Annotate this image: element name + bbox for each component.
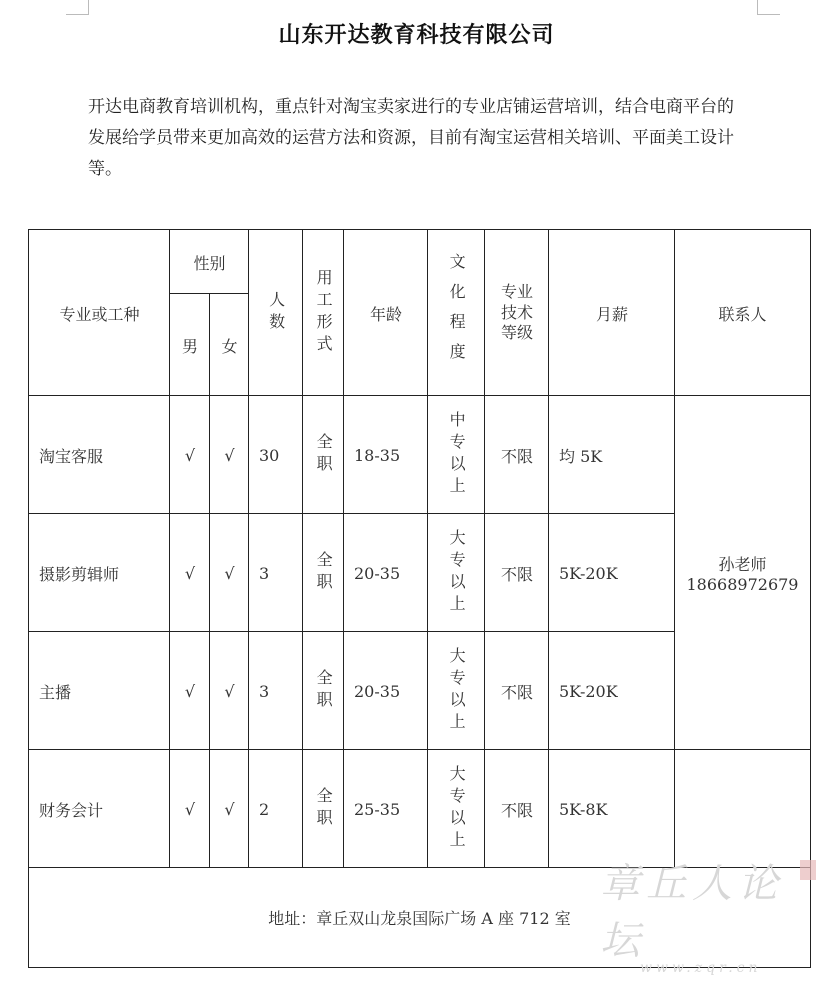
- contact-phone: 18668972679: [686, 575, 799, 594]
- row-age: 20-35: [343, 631, 429, 751]
- intro-paragraph: [88, 92, 778, 185]
- intro-line: 发展给学员带来更加高效的运营方法和资源，目前有淘宝运营相关培训、平面美工设计: [88, 128, 734, 148]
- row-female: √: [209, 631, 250, 751]
- watermark-text: 章丘人论坛: [600, 861, 784, 964]
- page-corner-mark-right: [757, 0, 780, 15]
- row-type: 全职: [314, 551, 334, 595]
- watermark-url: www.zqr.cn: [640, 960, 762, 976]
- row-female: √: [209, 395, 250, 515]
- document-title: 山东开达教育科技有限公司: [278, 23, 555, 48]
- row-type: 全职: [314, 787, 334, 831]
- row-male: √: [169, 395, 211, 515]
- row-salary: 5K-8K: [548, 749, 676, 869]
- seal-icon: [800, 860, 816, 880]
- contact-cell-empty: [674, 749, 811, 869]
- header-type: 用工形式: [314, 269, 334, 357]
- header-age: 年龄: [343, 229, 429, 397]
- row-job: 摄影剪辑师: [28, 513, 171, 633]
- header-salary: 月薪: [548, 229, 676, 397]
- row-female: √: [209, 749, 250, 869]
- row-count: 3: [248, 513, 304, 633]
- contact-name: 孙老师: [718, 555, 767, 574]
- row-job: 淘宝客服: [28, 395, 171, 515]
- contact-cell: [674, 395, 811, 751]
- row-female: √: [209, 513, 250, 633]
- row-salary: 均 5K: [548, 395, 676, 515]
- row-job: 主播: [28, 631, 171, 751]
- row-age: 25-35: [343, 749, 429, 869]
- row-male: √: [169, 749, 211, 869]
- row-male: √: [169, 513, 211, 633]
- header-count: 人数: [266, 291, 286, 335]
- header-male: 男: [169, 293, 211, 397]
- intro-line: 开达电商教育培训机构，重点针对淘宝卖家进行的专业店铺运营培训，结合电商平台的: [88, 97, 734, 117]
- intro-line: 等。: [88, 159, 122, 179]
- watermark: [600, 852, 820, 976]
- header-skill: 专业技术等级: [500, 281, 533, 343]
- header-contact: 联系人: [674, 229, 811, 397]
- row-salary: 5K-20K: [548, 631, 676, 751]
- row-education: 大专以上: [447, 647, 467, 735]
- row-count: 2: [248, 749, 304, 869]
- row-type: 全职: [314, 433, 334, 477]
- row-skill: 不限: [484, 513, 550, 633]
- row-type: 全职: [314, 669, 334, 713]
- address: 地址：章丘双山龙泉国际广场 A 座 712 室: [28, 867, 811, 968]
- row-education: 中专以上: [447, 411, 467, 499]
- row-age: 20-35: [343, 513, 429, 633]
- row-education: 大专以上: [447, 765, 467, 853]
- header-gender: 性别: [169, 229, 250, 295]
- row-count: 3: [248, 631, 304, 751]
- row-skill: 不限: [484, 395, 550, 515]
- header-female: 女: [209, 293, 250, 397]
- page-corner-mark-left: [66, 0, 89, 15]
- row-education: 大专以上: [447, 529, 467, 617]
- header-education: 文化程度: [447, 253, 467, 373]
- header-job: 专业或工种: [28, 229, 171, 397]
- row-salary: 5K-20K: [548, 513, 676, 633]
- row-count: 30: [248, 395, 304, 515]
- row-age: 18-35: [343, 395, 429, 515]
- row-job: 财务会计: [28, 749, 171, 869]
- row-skill: 不限: [484, 749, 550, 869]
- row-skill: 不限: [484, 631, 550, 751]
- row-male: √: [169, 631, 211, 751]
